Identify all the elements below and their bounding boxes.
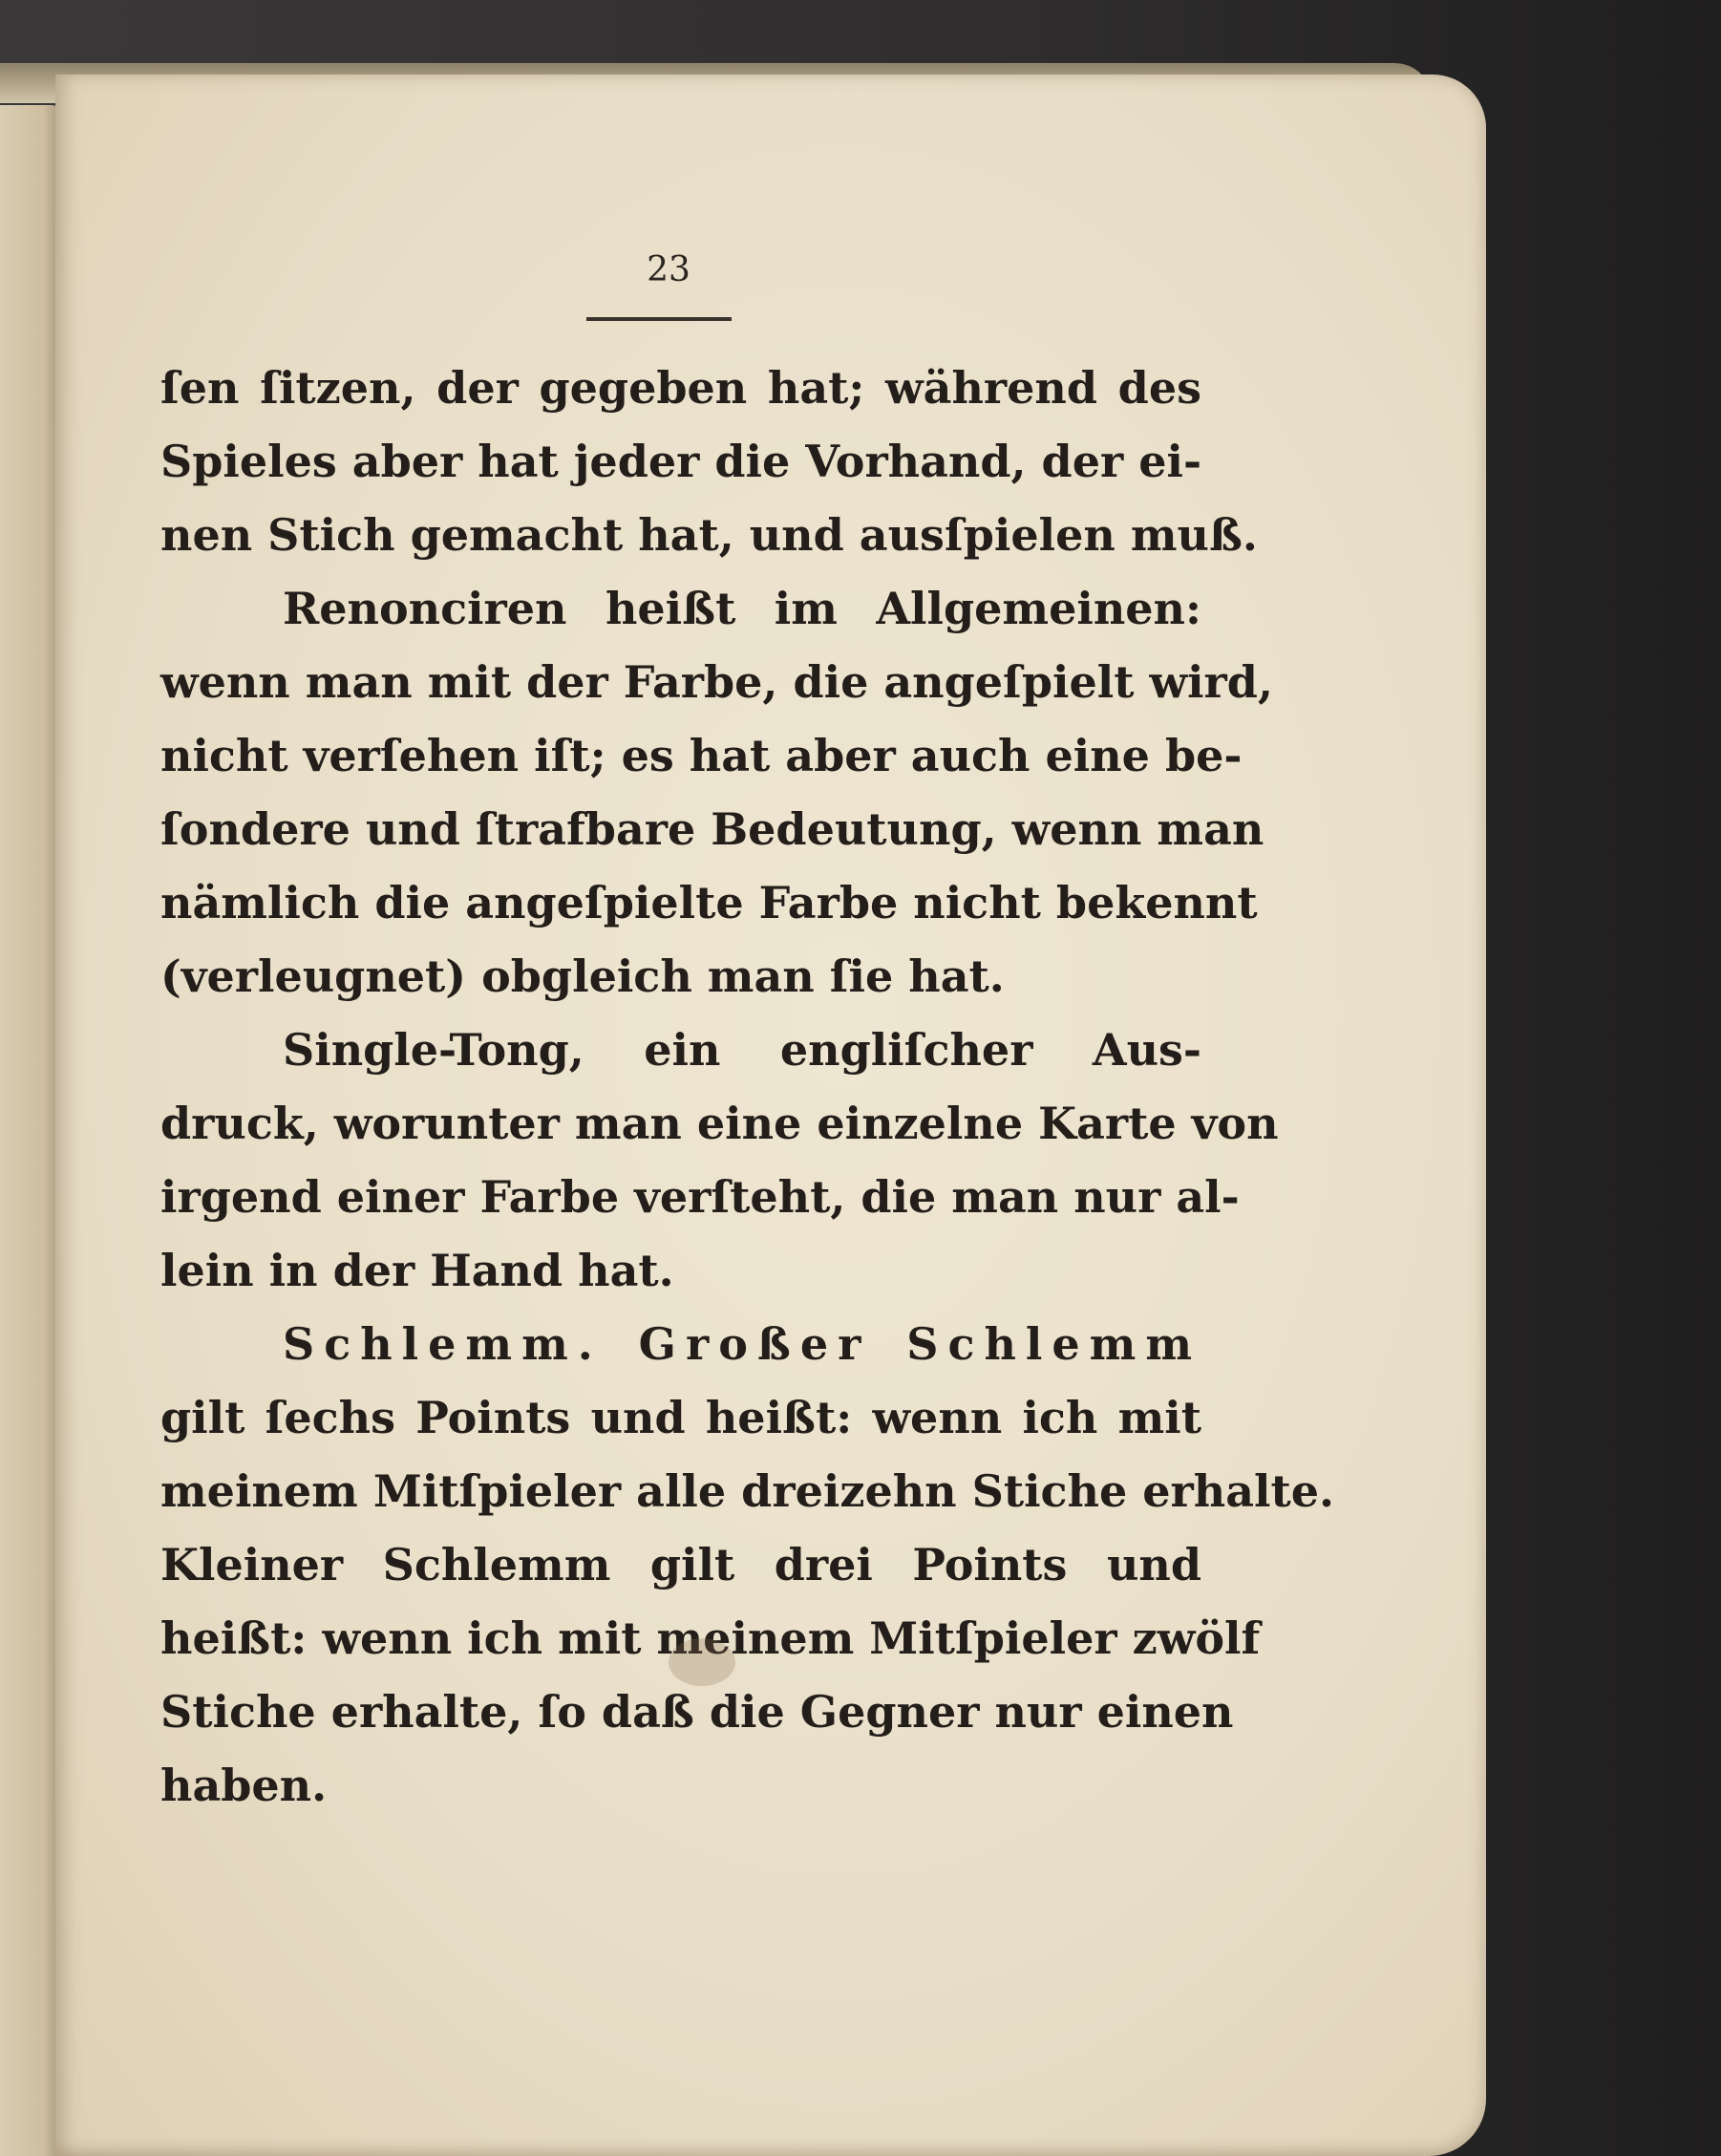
page-number-rule bbox=[586, 317, 732, 321]
text-line-single-tong: Single-Tong, ein engliſcher Aus- bbox=[283, 1024, 1201, 1076]
text-line: gilt ſechs Points und heißt: wenn ich mit bbox=[160, 1392, 1201, 1443]
text-line: heißt: wenn ich mit meinem Mitſpieler zwölf bbox=[160, 1612, 1261, 1664]
text-line: nen Stich gemacht hat, und ausſpielen muß. bbox=[160, 509, 1258, 561]
text-line: haben. bbox=[160, 1760, 328, 1811]
text-line: lein in der Hand hat. bbox=[160, 1245, 674, 1296]
text-line-renonciren: Renonciren heißt im Allgemeinen: bbox=[283, 583, 1201, 634]
text-line-kleiner-schlemm: Kleiner Schlemm gilt drei Points und bbox=[160, 1539, 1201, 1590]
paper-stain bbox=[669, 1638, 735, 1686]
text-line: nämlich die angeſpielte Farbe nicht bekennt bbox=[160, 877, 1258, 929]
text-line: (verleugnet) obgleich man ſie hat. bbox=[160, 950, 1005, 1002]
text-line: Stiche erhalte, ſo daß die Gegner nur einen bbox=[160, 1686, 1234, 1738]
page-text bbox=[160, 352, 1335, 1823]
text-line: wenn man mit der Farbe, die angeſpielt wird, bbox=[160, 656, 1273, 708]
text-line: meinem Mitſpieler alle dreizehn Stiche erhalte. bbox=[160, 1465, 1335, 1517]
text-line: nicht verſehen iſt; es hat aber auch eine be- bbox=[160, 730, 1243, 781]
text-line: ſen ſitzen, der gegeben hat; während des bbox=[160, 362, 1201, 414]
text-line: druck, worunter man eine einzelne Karte von bbox=[160, 1098, 1279, 1149]
text-line: irgend einer Farbe verſteht, die man nur al- bbox=[160, 1171, 1240, 1223]
text-line: ſondere und ſtrafbare Bedeutung, wenn man bbox=[160, 803, 1264, 855]
text-line: Spieles aber hat jeder die Vorhand, der ei- bbox=[160, 436, 1202, 487]
left-page-edge bbox=[0, 105, 61, 2156]
text-line-schlemm: Schlemm. Großer Schlemm bbox=[283, 1318, 1201, 1370]
page-number: 23 bbox=[647, 250, 691, 289]
